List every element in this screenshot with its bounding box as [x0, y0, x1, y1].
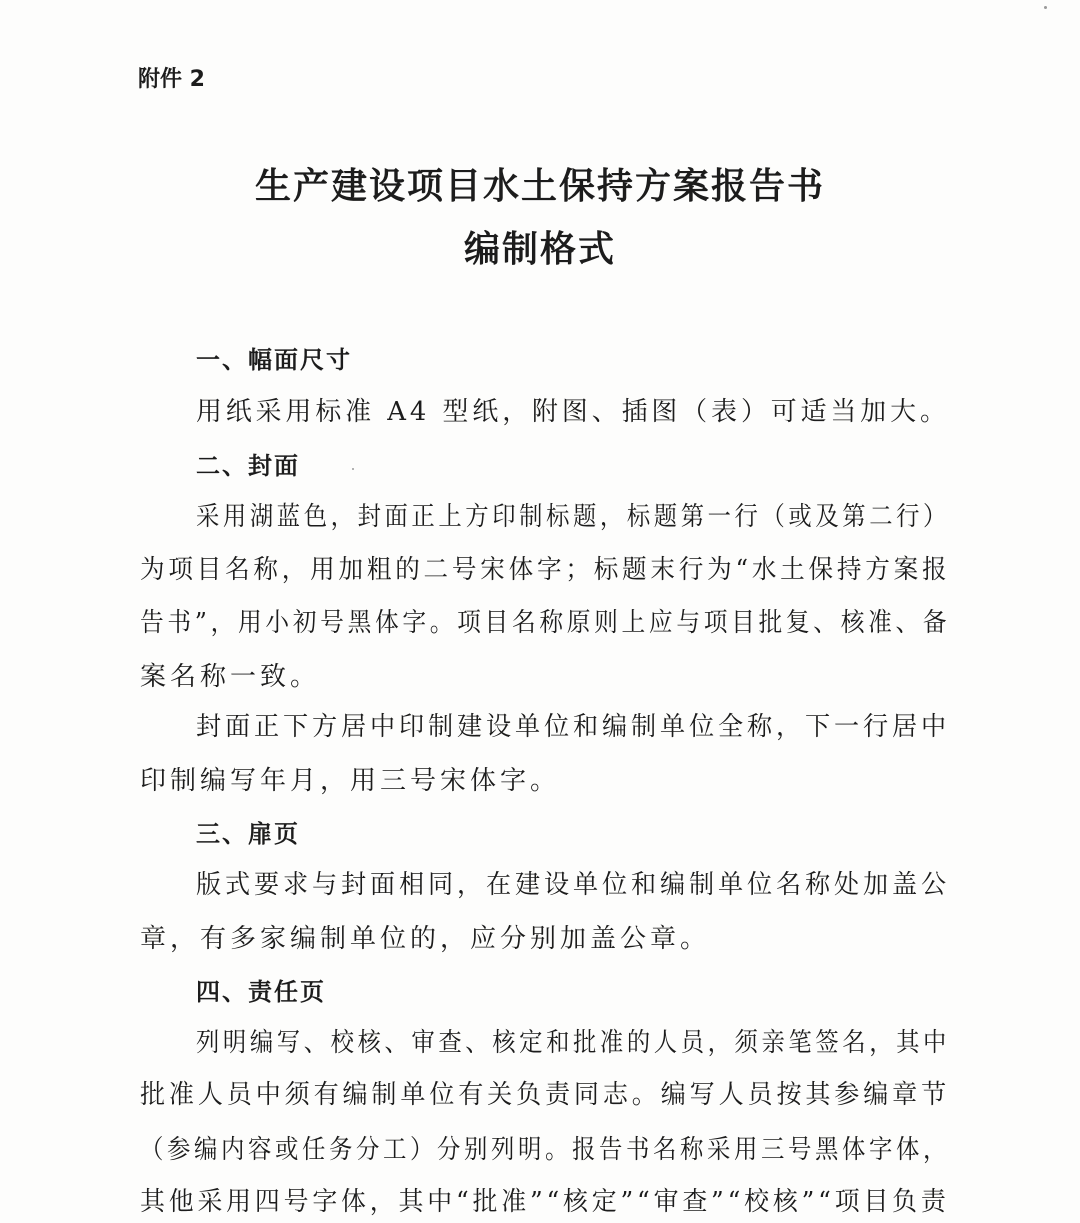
document-subtitle: 编制格式 — [463, 229, 616, 270]
attachment-label: 附件 2 — [138, 67, 205, 92]
section-heading: 一、幅面尺寸 — [196, 346, 352, 374]
paragraph-line: 告书”，用小初号黑体字。项目名称原则上应与项目批复、核准、备 — [140, 608, 951, 638]
paragraph-line: 批准人员中须有编制单位有关负责同志。编写人员按其参编章节 — [140, 1080, 951, 1110]
paragraph-line: 章，有多家编制单位的，应分别加盖公章。 — [140, 924, 711, 954]
scan-speck — [352, 468, 354, 470]
paragraph-line: 列明编写、校核、审查、核定和批准的人员，须亲笔签名，其中 — [196, 1028, 950, 1058]
paragraph-line: 为项目名称，用加粗的二号宋体字；标题末行为“水土保持方案报 — [140, 555, 951, 585]
paragraph-line: 案名称一致。 — [140, 662, 321, 692]
paragraph-line: 用纸采用标准 A4 型纸，附图、插图（表）可适当加大。 — [196, 397, 950, 427]
scan-speck — [1044, 6, 1047, 9]
paragraph-line: 版式要求与封面相同，在建设单位和编制单位名称处加盖公 — [196, 870, 951, 900]
paragraph-line: 其他采用四号字体，其中“批准”“核定”“审查”“校核”“项目负责 — [140, 1187, 950, 1217]
section-heading: 二、封面 — [196, 452, 300, 480]
paragraph-line: 封面正下方居中印制建设单位和编制单位全称，下一行居中 — [196, 712, 951, 742]
paragraph-line: 印制编写年月，用三号宋体字。 — [140, 766, 561, 796]
paragraph-line: （参编内容或任务分工）分别列明。报告书名称采用三号黑体字体， — [140, 1135, 951, 1165]
paragraph-line: 采用湖蓝色，封面正上方印制标题，标题第一行（或及第二行） — [196, 502, 950, 532]
section-heading: 三、扉页 — [196, 820, 300, 848]
section-heading: 四、责任页 — [196, 978, 326, 1006]
document-title: 生产建设项目水土保持方案报告书 — [254, 166, 825, 207]
